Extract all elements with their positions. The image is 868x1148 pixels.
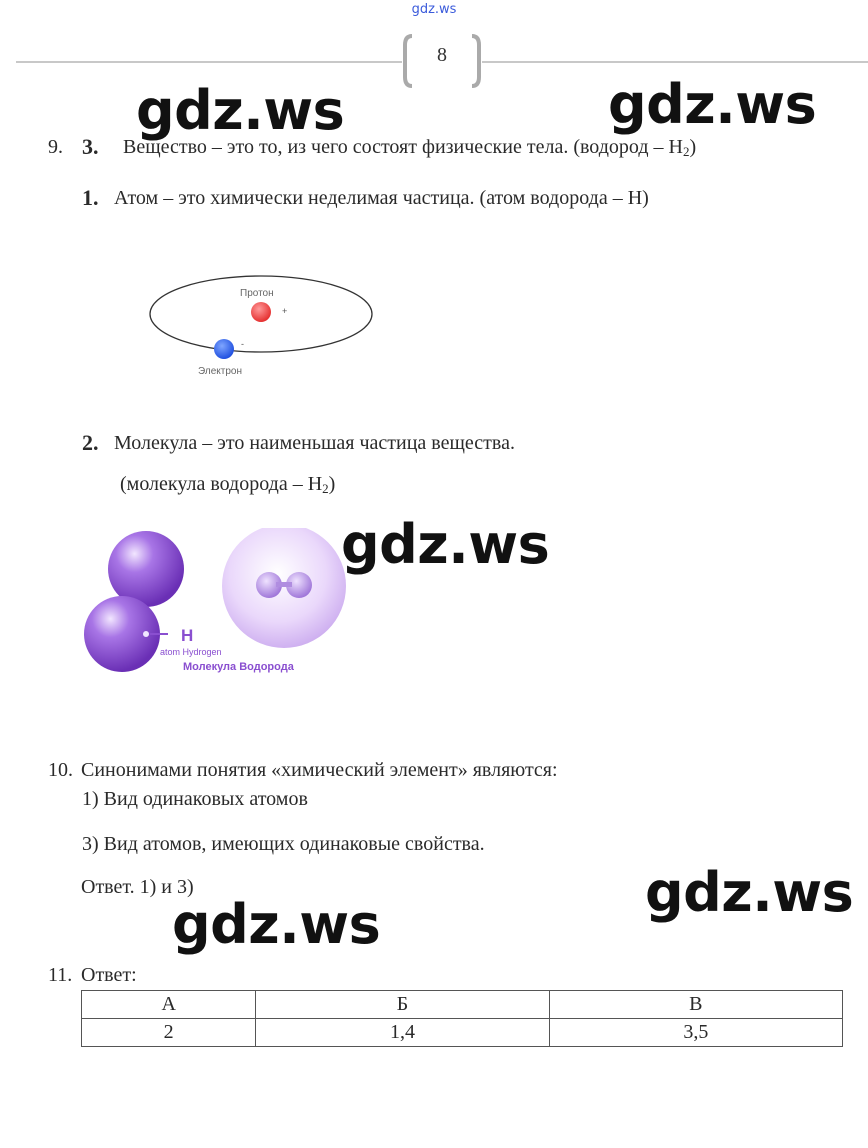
definition-atom: Атом – это химически неделимая частица. (атом водорода – H): [114, 187, 649, 209]
proton-label: Протон: [240, 288, 274, 299]
electron-icon: [214, 339, 234, 359]
table-header-cell: А: [82, 991, 256, 1019]
molecule-cloud-icon: [222, 528, 346, 648]
atom-diagram: [140, 268, 390, 380]
table-cell: 3,5: [549, 1019, 842, 1047]
watermark: gdz.ws: [136, 79, 345, 142]
table-cell: 2: [82, 1019, 256, 1047]
header-rule-right: [482, 61, 868, 63]
answer-option: 1) Вид одинаковых атомов: [82, 788, 308, 810]
proton-icon: [251, 302, 271, 322]
answer-option: 3) Вид атомов, имеющих одинаковые свойства.: [82, 833, 485, 855]
molecule-example: (молекула водорода – $H_2$): [120, 473, 336, 496]
atom-caption: atom Hydrogen: [160, 647, 222, 657]
hydrogen-symbol: H: [181, 626, 194, 645]
watermark: gdz.ws: [341, 513, 550, 576]
table-header-cell: Б: [256, 991, 549, 1019]
molecule-diagram: [80, 528, 355, 678]
answer-text: Ответ. 1) и 3): [81, 876, 194, 898]
svg-text:-: -: [241, 339, 244, 349]
question-text: Синонимами понятия «химический элемент» являются:: [81, 759, 558, 781]
molecule-caption: Молекула Водорода: [183, 661, 294, 673]
hydrogen-atom-icon: [108, 531, 184, 607]
header-rule-left: [16, 61, 402, 63]
table-row: [82, 1019, 843, 1047]
table-cell: 1,4: [256, 1019, 549, 1047]
answer-label: Ответ:: [81, 964, 137, 986]
page-number: 8: [437, 44, 447, 66]
definition-molecule: Молекула – это наименьшая частица вещества.: [114, 432, 515, 454]
site-header-link[interactable]: gdz.ws: [411, 2, 457, 17]
watermark: gdz.ws: [608, 73, 817, 136]
electron-label: Электрон: [198, 366, 242, 377]
definition-substance: Вещество – это то, из чего состоят физические тела. (водород – $H_2$): [123, 136, 697, 159]
item-number: 3.: [82, 134, 99, 159]
svg-text:+: +: [282, 306, 288, 316]
question-number: 11.: [48, 964, 73, 986]
question-number: 9.: [48, 136, 63, 158]
question-number: 10.: [48, 759, 73, 781]
item-number: 2.: [82, 430, 99, 455]
watermark: gdz.ws: [172, 893, 381, 956]
table-row: [82, 991, 843, 1019]
table-header-cell: В: [549, 991, 842, 1019]
item-number: 1.: [82, 185, 99, 210]
watermark: gdz.ws: [645, 861, 854, 924]
answer-table: [81, 990, 843, 1047]
